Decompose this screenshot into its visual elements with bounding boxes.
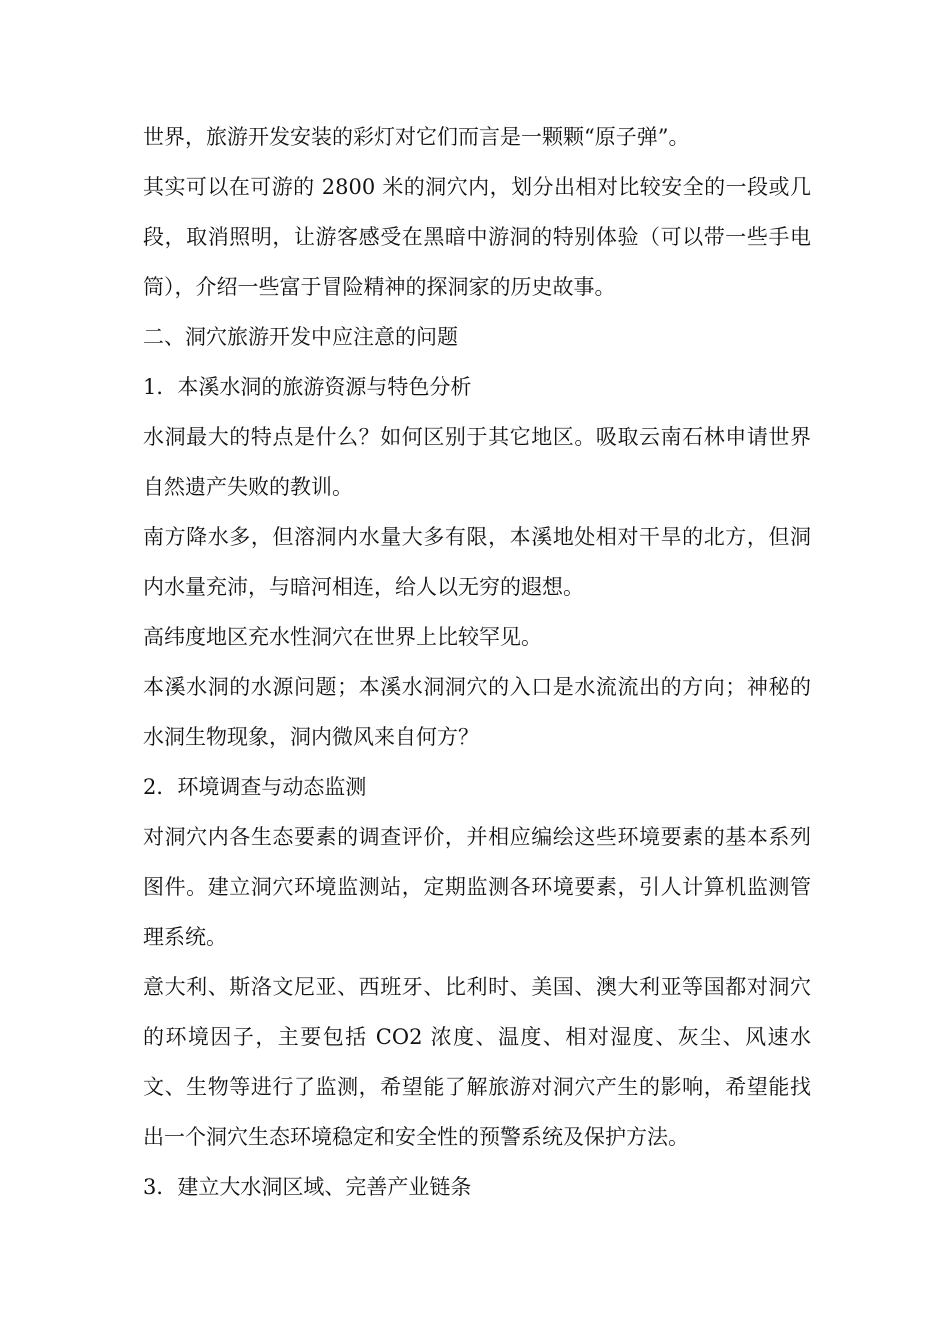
- subheading-3: 3．建立大水洞区域、完善产业链条: [143, 1175, 472, 1199]
- document-body: [143, 112, 811, 1212]
- paragraph-features: 水洞最大的特点是什么？如何区别于其它地区。吸取云南石林申请世界自然遗产失败的教训。: [143, 425, 811, 499]
- paragraph-lighting-suggestion: 其实可以在可游的 2800 米的洞穴内，划分出相对比较安全的一段或几段，取消照明，让游客感受在黑暗中游洞的特别体验（可以带一些手电筒），介绍一些富于冒险精神的探洞家的历史故事。: [143, 175, 811, 299]
- paragraph-continuation: 世界，旅游开发安装的彩灯对它们而言是一颗颗“原子弹”。: [143, 125, 690, 149]
- paragraph-rarity: 高纬度地区充水性洞穴在世界上比较罕见。: [143, 625, 542, 649]
- section-heading-2: 二、洞穴旅游开发中应注意的问题: [143, 325, 458, 349]
- paragraph-water-volume: 南方降水多，但溶洞内水量大多有限，本溪地处相对干旱的北方，但洞内水量充沛，与暗河相连，给人以无穷的遐想。: [143, 525, 811, 599]
- subheading-2: 2．环境调查与动态监测: [143, 775, 367, 799]
- paragraph-water-source: 本溪水洞的水源问题；本溪水洞洞穴的入口是水流流出的方向；神秘的水洞生物现象，洞内微风来自何方？: [143, 675, 811, 749]
- paragraph-international-monitoring: 意大利、斯洛文尼亚、西班牙、比利时、美国、澳大利亚等国都对洞穴的环境因子，主要包括 CO2 浓度、温度、相对湿度、灰尘、风速水文、生物等进行了监测，希望能了解旅游对洞穴产生的影响，希望能找出一个洞穴生态环境稳定和安全性的预警系统及保护方法。: [143, 975, 811, 1149]
- paragraph-survey: 对洞穴内各生态要素的调查评价，并相应编绘这些环境要素的基本系列图件。建立洞穴环境监测站，定期监测各环境要素，引人计算机监测管理系统。: [143, 825, 811, 949]
- subheading-1: 1．本溪水洞的旅游资源与特色分析: [143, 375, 472, 399]
